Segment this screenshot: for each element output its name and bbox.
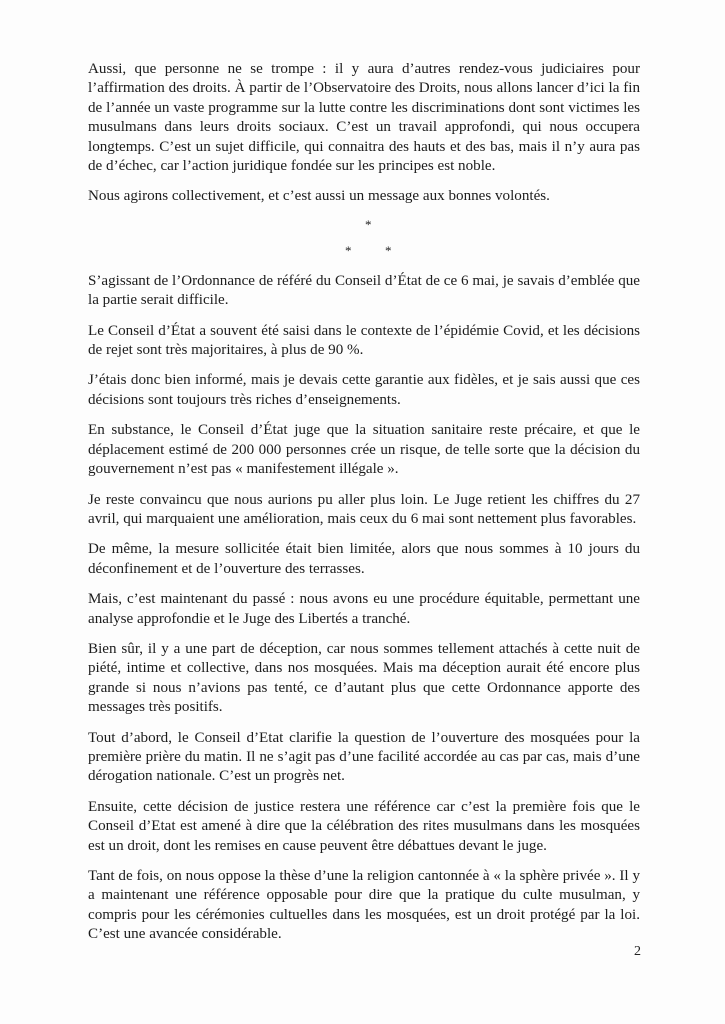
paragraph-reference-decision: Ensuite, cette décision de justice restera une référence car c’est la première fois que le Conseil d’Etat est amené à dire que la célébration des rites musulmans dans les mosquées est un droit, dont les remises en cause peuvent être débattues devant le juge. (88, 798, 640, 854)
paragraph-upcoming-legal-actions: Aussi, que personne ne se trompe : il y aura d’autres rendez-vous judiciaires pour l’affirmation des droits. À partir de l’Observatoire des Droits, nous allons lancer d’ici la fin de l’année un vaste programme sur la lutte contre les discriminations dont sont victimes les musulmans dans leurs droits sociaux. C’est un travail approfondi, qui nous occupera longtemps. C’est un sujet difficile, qui connaitra des hauts et des bas, mais il n’y aura pas de d’échec, car l’action juridique fondée sur les principes est noble. (88, 61, 640, 175)
paragraph-first-clarification: Tout d’abord, le Conseil d’Etat clarifie la question de l’ouverture des mosquées pour la première prière du matin. Il ne s’agit pas d’une facilité accordée au cas par cas, mais d’une dérogation nationale. C’est un progrès net. (88, 729, 640, 785)
document-body (88, 60, 640, 956)
paragraph-limited-measure: De même, la mesure sollicitée était bien limitée, alors que nous sommes à 10 jours du déconfinement et de l’ouverture des terrasses. (88, 541, 640, 577)
paragraph-convinced: Je reste convaincu que nous aurions pu aller plus loin. Le Juge retient les chiffres du 27 avril, qui marquaient une amélioration, mais ceux du 6 mai sont nettement plus favorables. (88, 491, 640, 527)
paragraph-collective-action: Nous agirons collectivement, et c’est aussi un message aux bonnes volontés. (88, 188, 550, 205)
separator-asterisk: * (345, 242, 352, 258)
paragraph-well-informed: J’étais donc bien informé, mais je devais cette garantie aux fidèles, et je sais aussi que ces décisions sont toujours très riches d’enseignements. (88, 372, 640, 408)
paragraph-disappointment: Bien sûr, il y a une part de déception, car nous sommes tellement attachés à cette nuit de piété, intime et collective, dans nos mosquées. Mais ma déception aurait été encore plus grande si nous n’avions pas tenté, ce d’autant plus que cette Ordonnance apporte des messages très positifs. (88, 640, 640, 716)
paragraph-the-past: Mais, c’est maintenant du passé : nous avons eu une procédure équitable, permettant une analyse approfondie et le Juge des Libertés a tranché. (88, 591, 640, 627)
separator-asterisk: * (365, 216, 372, 232)
paragraph-rejection-rate: Le Conseil d’État a souvent été saisi dans le contexte de l’épidémie Covid, et les décisions de rejet sont très majoritaires, à plus de 90 %. (88, 322, 640, 359)
page-number: 2 (634, 944, 641, 959)
paragraph-substance: En substance, le Conseil d’État juge que la situation sanitaire reste précaire, et que le déplacement estimé de 200 000 personnes crée un risque, de telle sorte que la décision du gouvernement n’est pas « manifestement illégale ». (88, 422, 640, 478)
section-separator (88, 218, 640, 258)
separator-asterisk: * (385, 242, 392, 258)
paragraph-private-sphere: Tant de fois, on nous oppose la thèse d’une la religion cantonnée à « la sphère privée ». Il y a maintenant une référence opposable pour dire que la pratique du culte musulman, y compris pour les cérémonies cultuelles dans les mosquées, est un droit protégé par la loi. C’est une avancée considérable. (88, 868, 640, 943)
paragraph-ordonnance-intro: S’agissant de l’Ordonnance de référé du Conseil d’État de ce 6 mai, je savais d’emblée que la partie serait difficile. (88, 272, 640, 309)
